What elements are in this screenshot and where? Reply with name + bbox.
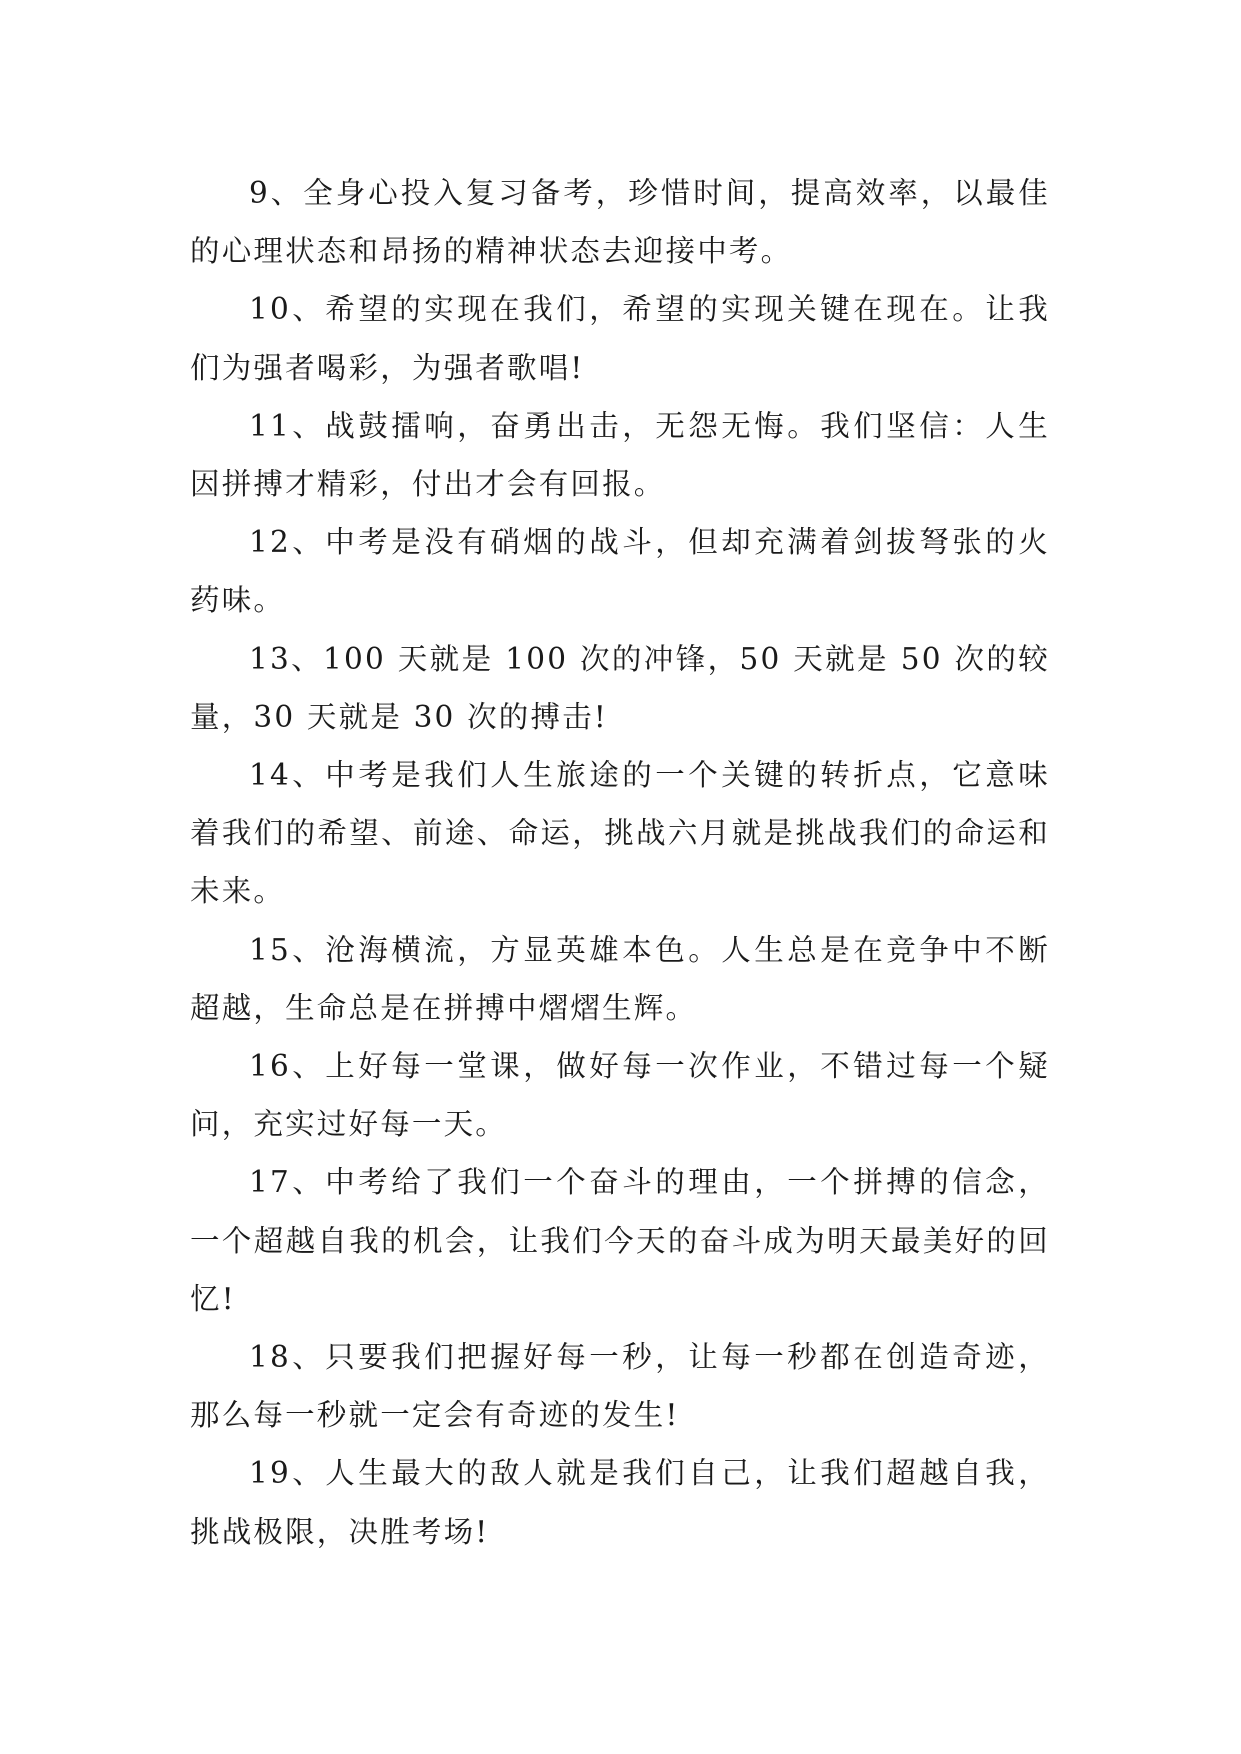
paragraph-18: 18、只要我们把握好每一秒，让每一秒都在创造奇迹，那么每一秒就一定会有奇迹的发生! <box>190 1340 1050 1433</box>
paragraph-16: 16、上好每一堂课，做好每一次作业，不错过每一个疑问，充实过好每一天。 <box>190 1049 1050 1142</box>
paragraph-13: 13、100 天就是 100 次的冲锋，50 天就是 50 次的较量，30 天就是 30 次的搏击! <box>190 641 1050 734</box>
paragraph-12: 12、中考是没有硝烟的战斗，但却充满着剑拔弩张的火药味。 <box>190 525 1050 618</box>
paragraph-15: 15、沧海横流，方显英雄本色。人生总是在竞争中不断超越，生命总是在拼搏中熠熠生辉。 <box>190 932 1050 1025</box>
paragraph-17: 17、中考给了我们一个奋斗的理由，一个拼搏的信念，一个超越自我的机会，让我们今天的奋斗成为明天最美好的回忆! <box>190 1165 1050 1316</box>
document-body <box>190 164 1050 1561</box>
paragraph-14: 14、中考是我们人生旅途的一个关键的转折点，它意味着我们的希望、前途、命运，挑战六月就是挑战我们的命运和未来。 <box>190 758 1050 909</box>
paragraph-11: 11、战鼓擂响，奋勇出击，无怨无悔。我们坚信：人生因拼搏才精彩，付出才会有回报。 <box>190 408 1050 502</box>
paragraph-19: 19、人生最大的敌人就是我们自己，让我们超越自我，挑战极限，决胜考场! <box>190 1456 1050 1549</box>
paragraph-10: 10、希望的实现在我们，希望的实现关键在现在。让我们为强者喝彩，为强者歌唱! <box>190 292 1050 385</box>
paragraph-9: 9、全身心投入复习备考，珍惜时间，提高效率，以最佳的心理状态和昂扬的精神状态去迎接中考。 <box>190 176 1050 269</box>
